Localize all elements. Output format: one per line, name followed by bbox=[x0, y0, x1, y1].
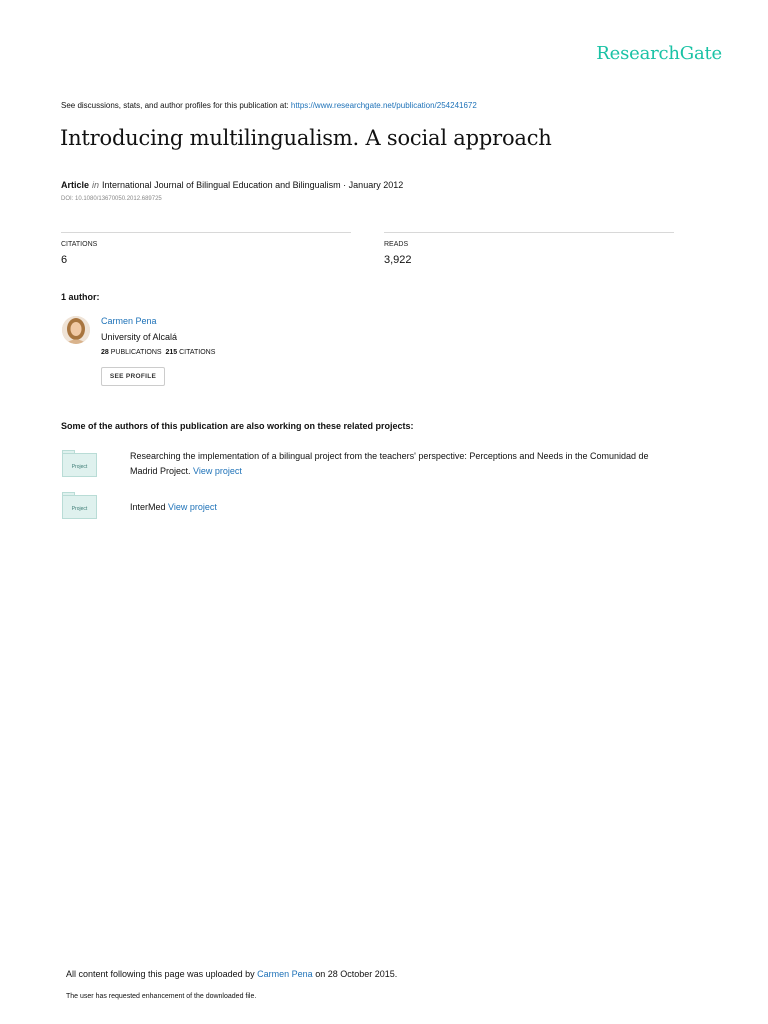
author-avatar[interactable] bbox=[62, 316, 90, 344]
author-citations-count: 215 bbox=[165, 349, 178, 356]
citations-value: 6 bbox=[61, 254, 68, 266]
source-line-prefix: See discussions, stats, and author profiles for this publication at: bbox=[61, 101, 289, 110]
project-icon-label: Project bbox=[71, 506, 88, 512]
project-icon-label: Project bbox=[71, 464, 88, 470]
researchgate-logo[interactable]: ResearchGate bbox=[596, 43, 722, 64]
in-word: in bbox=[92, 180, 100, 190]
source-line bbox=[61, 101, 477, 110]
upload-suffix: on 28 October 2015. bbox=[315, 969, 398, 979]
reads-value: 3,922 bbox=[384, 254, 412, 266]
upload-note bbox=[66, 969, 397, 979]
author-name-link[interactable]: Carmen Pena bbox=[101, 316, 157, 326]
publication-title: Introducing multilingualism. A social approach bbox=[60, 126, 552, 150]
uploader-link[interactable]: Carmen Pena bbox=[257, 969, 313, 979]
divider-reads bbox=[384, 232, 674, 233]
upload-prefix: All content following this page was uploaded by bbox=[66, 969, 255, 979]
project-2-title: InterMed bbox=[130, 502, 166, 512]
project-item-1 bbox=[130, 449, 690, 479]
publication-url-link[interactable]: https://www.researchgate.net/publication/254241672 bbox=[290, 101, 477, 110]
author-institution: University of Alcalá bbox=[101, 332, 178, 342]
reads-label: READS bbox=[384, 241, 409, 248]
see-profile-button[interactable]: SEE PROFILE bbox=[101, 367, 165, 386]
author-publications-label: PUBLICATIONS bbox=[110, 349, 162, 356]
enhancement-note: The user has requested enhancement of the downloaded file. bbox=[66, 993, 257, 1000]
divider-citations bbox=[61, 232, 351, 233]
author-stats bbox=[101, 349, 215, 356]
author-publications-count: 28 bbox=[101, 349, 109, 356]
project-folder-icon bbox=[62, 450, 97, 477]
project-item-2 bbox=[130, 500, 217, 515]
publication-venue: International Journal of Bilingual Education and Bilingualism · January 2012 bbox=[102, 180, 404, 190]
author-citations-label: CITATIONS bbox=[179, 349, 216, 356]
project-1-title-line2: Madrid Project. bbox=[130, 466, 191, 476]
project-folder-icon bbox=[62, 492, 97, 519]
project-1-title-line1: Researching the implementation of a bilingual project from the teachers' perspective: Perceptions and Needs in the Comunidad de bbox=[130, 451, 649, 461]
project-1-title-line2-wrap bbox=[130, 464, 690, 479]
publication-type: Article bbox=[61, 180, 90, 190]
project-2-view-link[interactable]: View project bbox=[168, 502, 217, 512]
project-1-view-link[interactable]: View project bbox=[193, 466, 242, 476]
avatar-photo-icon bbox=[62, 316, 90, 344]
related-projects-heading: Some of the authors of this publication are also working on these related projects: bbox=[61, 421, 414, 431]
publication-doi: DOI: 10.1080/13670050.2012.689725 bbox=[61, 196, 162, 202]
citations-label: CITATIONS bbox=[61, 241, 98, 248]
authors-count: 1 author: bbox=[61, 292, 100, 302]
publication-meta bbox=[61, 180, 403, 190]
